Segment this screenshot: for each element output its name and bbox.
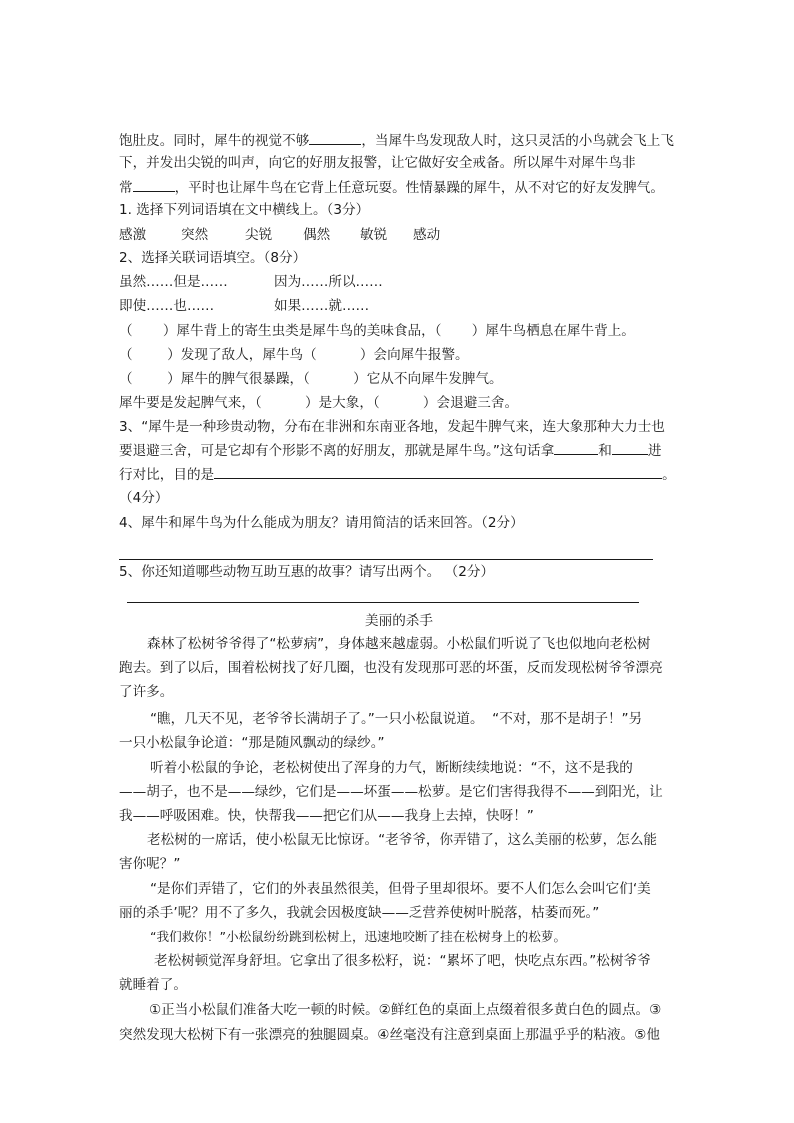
word-option: 尖锐 — [245, 227, 273, 243]
question-3-text: 和 — [598, 443, 612, 459]
word-option: 感动 — [413, 227, 441, 243]
story-paragraph-1-line-3: 了许多。 — [119, 684, 174, 700]
story-paragraph-3-line-3: 我——呼吸困难。快，快帮我——把它们从——我身上去掉，快呀！” — [119, 808, 534, 824]
conjunction-pair: 即使……也…… — [119, 298, 215, 314]
answer-line[interactable] — [214, 464, 662, 479]
fill-blank[interactable] — [309, 130, 361, 145]
story-paragraph-7-line-1: 老松树顿觉浑身舒坦。它拿出了很多松籽，说：“累坏了吧，快吃点东西。”松树爷爷 — [154, 953, 651, 969]
story-paragraph-2-line-1: “瞧，几天不见，老爷爷长满胡子了。”一只小松鼠说道。 “不对，那不是胡子！”另 — [150, 711, 643, 727]
question-3-line-3 — [119, 464, 676, 484]
question-4-prompt: 4、犀牛和犀牛鸟为什么能成为朋友？请用简洁的话来回答。（2分） — [119, 515, 524, 531]
word-option: 感激 — [119, 227, 147, 243]
story-paragraph-6: “我们救你！”小松鼠纷纷跳到松树上，迅速地咬断了挂在松树身上的松萝。 — [150, 929, 567, 944]
question-3-line-2 — [119, 440, 661, 460]
question-2-prompt: 2、选择关联词语填空。（8分） — [119, 250, 307, 266]
fill-blank[interactable] — [612, 440, 648, 455]
passage-line-3 — [119, 177, 664, 197]
passage-line-2: 下，并发出尖锐的叫声，向它的好朋友报警，让它做好安全戒备。所以犀牛对犀牛鸟非 — [119, 155, 636, 171]
question-2-sentence-3: （ ）犀牛的脾气很暴躁，（ ）它从不向犀牛发脾气。 — [119, 371, 503, 387]
fill-blank[interactable] — [554, 440, 598, 455]
story-paragraph-8-line-1: ①正当小松鼠们准备大吃一顿的时候。②鲜红色的桌面上点缀着很多黄白色的圆点。③ — [149, 1002, 662, 1018]
question-3-score: （4分） — [119, 490, 169, 506]
story-title: 美丽的杀手 — [365, 613, 433, 629]
passage-text: ，当犀牛鸟发现敌人时，这只灵活的小鸟就会飞上飞 — [361, 133, 674, 149]
word-option: 敏锐 — [360, 227, 388, 243]
word-option: 偶然 — [303, 227, 331, 243]
question-1-prompt: 1. 选择下列词语填在文中横线上。（3分） — [119, 202, 370, 218]
word-option: 突然 — [181, 227, 209, 243]
story-paragraph-4-line-2: 害你呢？” — [119, 856, 181, 872]
conjunction-pair: 如果……就…… — [274, 298, 370, 314]
story-paragraph-3-line-2: ——胡子，也不是——绿纱，它们是——坏蛋——松萝。是它们害得我得不——到阳光，让 — [119, 784, 663, 800]
passage-line-1 — [119, 130, 674, 150]
conjunction-pair: 虽然……但是…… — [119, 274, 228, 290]
passage-text: ，平时也让犀牛鸟在它背上任意玩耍。性情暴躁的犀牛，从不对它的好友发脾气。 — [174, 180, 664, 196]
story-paragraph-5-line-2: 丽的杀手’呢？用不了多久，我就会因极度缺——乏营养使树叶脱落，枯萎而死。” — [119, 905, 600, 921]
question-2-sentence-2: （ ）发现了敌人，犀牛鸟（ ）会向犀牛报警。 — [119, 347, 469, 363]
story-paragraph-1-line-2: 跑去。到了以后，围着松树找了好几圈，也没有发现那可恶的坏蛋，反而发现松树爷爷漂亮 — [119, 660, 663, 676]
story-paragraph-5-line-1: “是你们弄错了，它们的外表虽然很美，但骨子里却很坏。要不人们怎么会叫它们‘美 — [150, 881, 651, 897]
question-2-sentence-1: （ ）犀牛背上的寄生虫类是犀牛鸟的美味食品，（ ）犀牛鸟栖息在犀牛背上。 — [119, 323, 635, 339]
passage-text: 饱肚皮。同时，犀牛的视觉不够 — [119, 133, 310, 149]
question-3-text: 要退避三舍，可是它却有个形影不离的好朋友，那就是犀牛鸟。”这句话拿 — [119, 443, 555, 459]
story-paragraph-2-line-2: 一只小松鼠争论道：“那是随风飘动的绿纱。” — [119, 735, 385, 751]
story-paragraph-4-line-1: 老松树的一席话，使小松鼠无比惊讶。“老爷爷，你弄错了，这么美丽的松萝，怎么能 — [147, 832, 658, 848]
question-3-text: 行对比，目的是 — [119, 467, 215, 483]
story-paragraph-7-line-2: 就睡着了。 — [119, 977, 187, 993]
question-5-prompt: 5、你还知道哪些动物互助互惠的故事？请写出两个。 （2分） — [119, 564, 495, 580]
answer-line[interactable] — [127, 602, 639, 603]
question-3-text: 。 — [662, 467, 676, 483]
passage-text: 常 — [119, 180, 133, 196]
fill-blank[interactable] — [133, 177, 175, 192]
story-paragraph-8-line-2: 突然发现大松树下有一张漂亮的独腿圆桌。④丝毫没有注意到桌面上那温乎乎的粘液。⑤他 — [119, 1027, 660, 1043]
story-paragraph-3-line-1: 听着小松鼠的争论，老松树使出了浑身的力气，断断续续地说：“不，这不是我的 — [150, 760, 633, 776]
answer-line[interactable] — [119, 559, 653, 560]
question-3-text: 进 — [647, 443, 662, 459]
question-3-line-1: 3、“犀牛是一种珍贵动物，分布在非洲和东南亚各地，发起牛脾气来，连大象那种大力士也 — [119, 419, 665, 435]
story-paragraph-1-line-1: 森林了松树爷爷得了“松萝病”，身体越来越虚弱。小松鼠们听说了飞也似地向老松树 — [147, 636, 651, 652]
question-2-sentence-4: 犀牛要是发起脾气来，（ ）是大象，（ ）会退避三舍。 — [119, 395, 519, 411]
conjunction-pair: 因为……所以…… — [274, 274, 383, 290]
